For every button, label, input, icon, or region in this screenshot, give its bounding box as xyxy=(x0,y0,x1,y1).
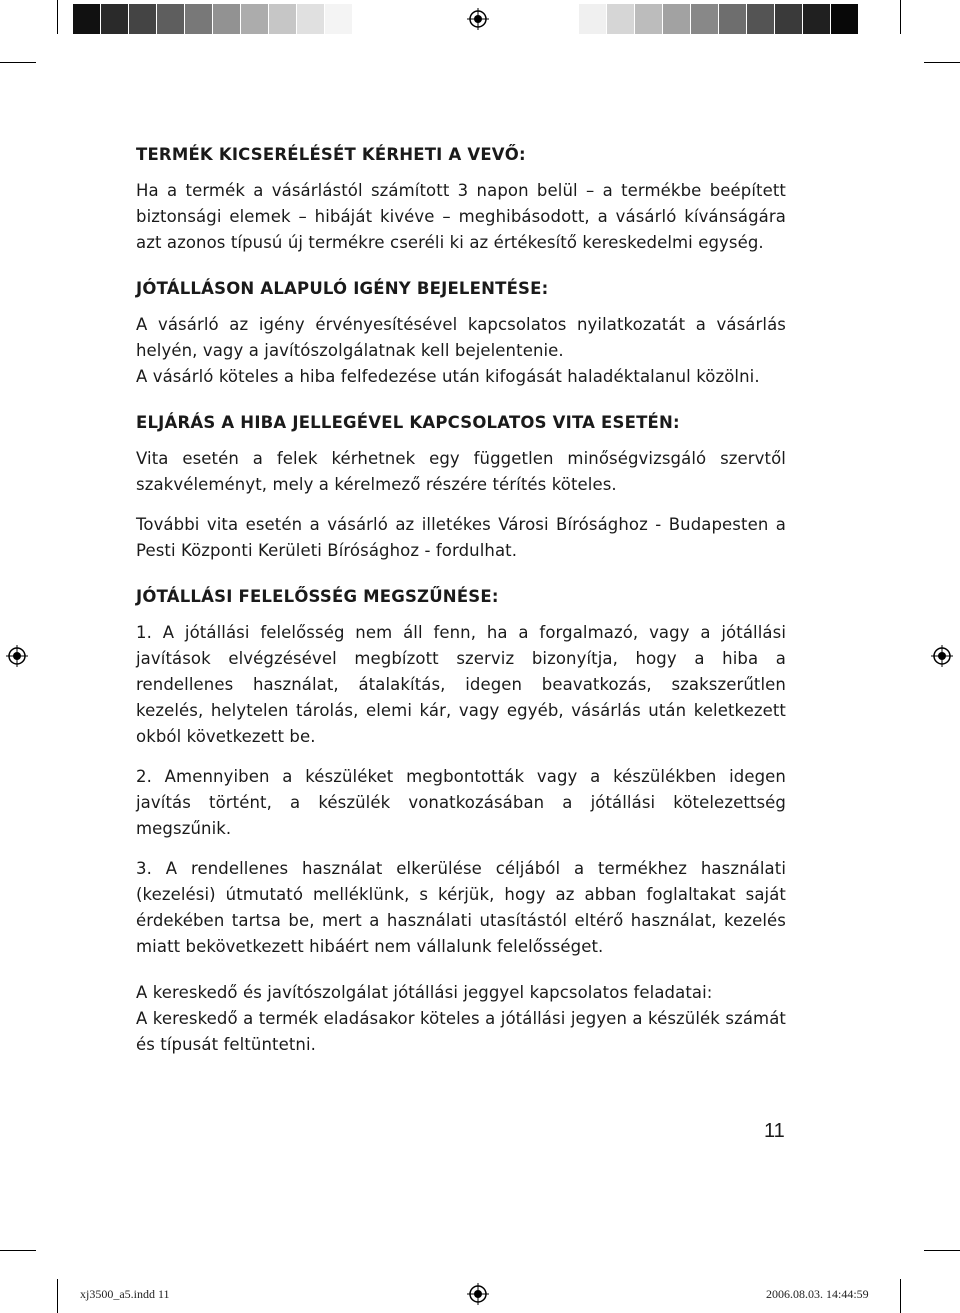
crop-mark xyxy=(0,1250,36,1251)
list-item: 1. A jótállási felelősség nem áll fenn, ha a forgalmazó, vagy a jótállási javítások elvégzésével megbízott szerviz bizonyítja, hogy a hiba a rendellenes használat, átalakítás, idegen beavatkozás, szakszerűtlen kezelés, helytelen tárolás, elemi kár, vagy egyéb, vásárlás után keletkezett okból következett be. xyxy=(136,623,786,746)
document-body xyxy=(136,142,786,1058)
registration-mark-icon xyxy=(931,645,953,667)
section-heading: ELJÁRÁS A HIBA JELLEGÉVEL KAPCSOLATOS VITA ESETÉN: xyxy=(136,413,680,432)
color-swatch xyxy=(73,4,101,34)
color-swatch xyxy=(101,4,129,34)
color-swatch xyxy=(297,4,325,34)
color-swatch xyxy=(635,4,663,34)
color-swatch xyxy=(185,4,213,34)
color-swatch xyxy=(607,4,635,34)
section-heading: JÓTÁLLÁSON ALAPULÓ IGÉNY BEJELENTÉSE: xyxy=(136,279,549,298)
list-item: 2. Amennyiben a készüléket megbontották vagy a készülékben idegen javítás történt, a készülék vonatkozásában a jótállási kötelezettség megszűnik. xyxy=(136,767,786,838)
paragraph: A vásárló köteles a hiba felfedezése után kifogását haladéktalanul közölni. xyxy=(136,367,760,386)
color-bar-right xyxy=(579,4,859,34)
closing-paragraph: A kereskedő a termék eladásakor köteles a jótállási jegyen a készülék számát és típusát feltüntetni. xyxy=(136,1009,786,1054)
registration-mark-icon xyxy=(467,8,489,30)
color-swatch xyxy=(269,4,297,34)
color-swatch xyxy=(803,4,831,34)
crop-mark xyxy=(900,1279,901,1313)
section-heading: JÓTÁLLÁSI FELELŐSSÉG MEGSZŰNÉSE: xyxy=(136,587,499,606)
color-swatch xyxy=(775,4,803,34)
color-swatch xyxy=(325,4,353,34)
crop-mark xyxy=(57,0,58,34)
color-swatch xyxy=(831,4,859,34)
slug-file: xj3500_a5.indd 11 xyxy=(80,1287,170,1301)
slug-date: 2006.08.03. 14:44:59 xyxy=(766,1287,869,1301)
paragraph: A vásárló az igény érvényesítésével kapcsolatos nyilatkozatát a vásárlás helyén, vagy a javítószolgálatnak kell bejelentenie. xyxy=(136,315,786,360)
section-heading: TERMÉK KICSERÉLÉSÉT KÉRHETI A VEVŐ: xyxy=(136,145,526,164)
list-item: 3. A rendellenes használat elkerülése céljából a termékhez használati (kezelési) útmutató melléklünk, s kérjük, hogy az abban foglaltakat saját érdekében tartsa be, mert a használati utasítástól eltérő használat, kezelés miatt bekövetkezett hibáért nem vállalunk felelősséget. xyxy=(136,859,786,956)
color-swatch xyxy=(157,4,185,34)
paragraph: Vita esetén a felek kérhetnek egy független minőségvizsgáló szervtől szakvéleményt, mely a kérelmező részére térítés köteles. xyxy=(136,449,786,494)
color-swatch xyxy=(213,4,241,34)
color-swatch xyxy=(579,4,607,34)
closing-line: A kereskedő és javítószolgálat jótállási jeggyel kapcsolatos feladatai: xyxy=(136,983,713,1002)
color-swatch xyxy=(241,4,269,34)
color-bar-left xyxy=(73,4,353,34)
color-swatch xyxy=(663,4,691,34)
color-swatch xyxy=(747,4,775,34)
color-swatch xyxy=(719,4,747,34)
crop-mark xyxy=(924,1250,960,1251)
crop-mark xyxy=(900,0,901,34)
page-number: 11 xyxy=(764,1120,785,1142)
paragraph: További vita esetén a vásárló az illetékes Városi Bírósághoz - Budapesten a Pesti Központi Kerületi Bírósághoz - fordulhat. xyxy=(136,515,786,560)
registration-mark-icon xyxy=(467,1283,489,1305)
crop-mark xyxy=(57,1279,58,1313)
color-swatch xyxy=(691,4,719,34)
registration-mark-icon xyxy=(6,645,28,667)
color-swatch xyxy=(129,4,157,34)
crop-mark xyxy=(924,62,960,63)
paragraph: Ha a termék a vásárlástól számított 3 napon belül – a termékbe beépített biztonsági elemek – hibáját kivéve – meghibásodott, a vásárló kívánságára azt azonos típusú új termékre cseréli ki az értékesítő kereskedelmi egység. xyxy=(136,181,786,252)
crop-mark xyxy=(0,62,36,63)
